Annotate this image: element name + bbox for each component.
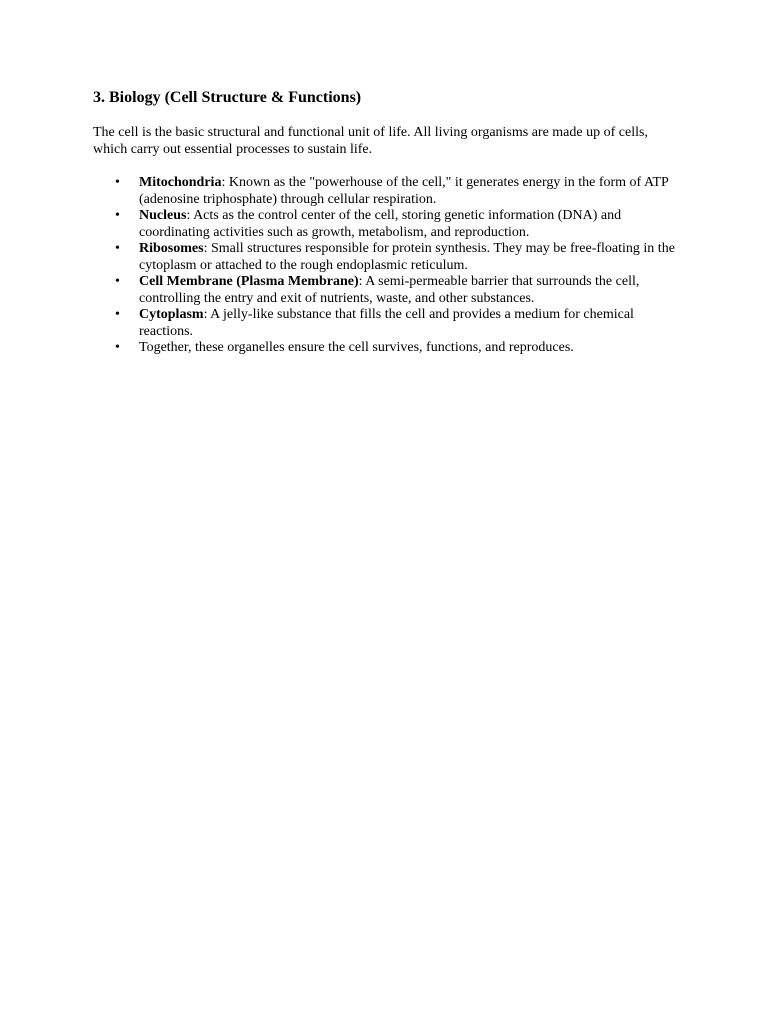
bullet-icon: • — [115, 307, 120, 322]
list-item — [93, 241, 683, 274]
list-item-term: Cell Membrane (Plasma Membrane) — [139, 274, 359, 289]
list-item-text: : A jelly-like substance that fills the cell and provides a medium for chemical reactions. — [139, 307, 634, 339]
list-item-term: Nucleus — [139, 208, 187, 223]
list-item-text: : A semi-permeable barrier that surrounds the cell, controlling the entry and exit of nutrients, waste, and other substances. — [139, 274, 640, 306]
bullet-icon: • — [115, 241, 120, 256]
list-item-text: : Small structures responsible for protein synthesis. They may be free-floating in the cytoplasm or attached to the rough endoplasmic reticulum. — [139, 241, 675, 273]
document-page — [93, 88, 683, 357]
list-item-text: : Known as the "powerhouse of the cell," it generates energy in the form of ATP (adenosine triphosphate) through cellular respiration. — [139, 175, 669, 207]
list-item — [93, 307, 683, 340]
organelle-list — [93, 175, 683, 357]
bullet-icon: • — [115, 274, 120, 289]
section-heading: 3. Biology (Cell Structure & Functions) — [93, 89, 362, 106]
intro-paragraph: The cell is the basic structural and functional unit of life. All living organisms are made up of cells, which carry out essential processes to sustain life. — [93, 125, 648, 157]
list-item-term: Cytoplasm — [139, 307, 204, 322]
list-item-term: Ribosomes — [139, 241, 204, 256]
bullet-icon: • — [115, 340, 120, 355]
list-item — [93, 175, 683, 208]
list-item-text: : Acts as the control center of the cell, storing genetic information (DNA) and coordinating activities such as growth, metabolism, and reproduction. — [139, 208, 622, 240]
list-item-text: Together, these organelles ensure the cell survives, functions, and reproduces. — [139, 340, 574, 355]
bullet-icon: • — [115, 208, 120, 223]
list-item — [93, 340, 683, 357]
bullet-icon: • — [115, 175, 120, 190]
list-item — [93, 208, 683, 241]
list-item-term: Mitochondria — [139, 175, 222, 190]
list-item — [93, 274, 683, 307]
